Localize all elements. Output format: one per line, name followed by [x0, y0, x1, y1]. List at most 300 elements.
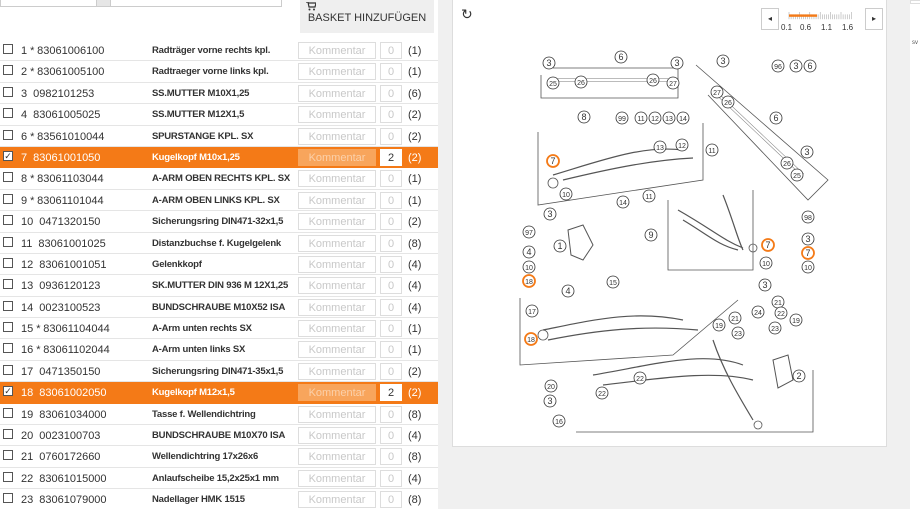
svg-text:11: 11: [645, 194, 653, 201]
row-checkbox[interactable]: [3, 429, 13, 439]
row-availability: (4): [408, 301, 422, 314]
row-comment-input[interactable]: Kommentar: [298, 128, 376, 145]
row-description[interactable]: Anlaufscheibe 15,2x25x1 mm: [152, 472, 279, 484]
row-number: 14: [21, 301, 34, 314]
table-row[interactable]: [0, 126, 438, 147]
row-quantity-input[interactable]: 0: [380, 320, 402, 337]
callout: [523, 261, 535, 273]
row-quantity-input[interactable]: 0: [380, 277, 402, 294]
row-checkbox[interactable]: ✓: [4, 150, 12, 161]
table-row[interactable]: [0, 83, 438, 104]
parts-table: [0, 40, 438, 509]
side-panel-edge: [910, 0, 920, 509]
callout: [759, 279, 771, 291]
svg-text:13: 13: [656, 145, 664, 152]
row-part-number: 83061102044: [43, 344, 110, 357]
svg-text:26: 26: [577, 80, 585, 87]
row-comment-input[interactable]: Kommentar: [298, 106, 376, 123]
box-outline: [696, 65, 828, 200]
row-checkbox[interactable]: [3, 279, 13, 289]
row-availability: (2): [408, 109, 422, 122]
svg-text:21: 21: [731, 316, 739, 323]
svg-text:22: 22: [636, 376, 644, 383]
row-description[interactable]: A-ARM OBEN RECHTS KPL. SX: [152, 173, 291, 185]
callout: [752, 306, 764, 318]
box-outline: [520, 298, 738, 365]
svg-text:3: 3: [805, 234, 811, 244]
callout: [802, 233, 814, 245]
callout: [617, 196, 629, 208]
row-comment-input[interactable]: Kommentar: [298, 277, 376, 294]
callout-highlight: [762, 239, 774, 251]
row-quantity-input[interactable]: 0: [380, 42, 402, 59]
callout: [543, 57, 555, 69]
table-row[interactable]: [0, 297, 438, 318]
row-quantity-input[interactable]: 0: [380, 106, 402, 123]
callout: [732, 327, 744, 339]
row-part-number: 0471350150: [39, 365, 101, 378]
svg-text:2: 2: [796, 371, 802, 381]
row-number: 7: [21, 151, 28, 164]
row-checkbox[interactable]: [3, 87, 13, 97]
row-description[interactable]: SK.MUTTER DIN 936 M 12X1,25: [152, 280, 289, 292]
row-number: 23: [21, 494, 34, 507]
row-number: 3: [21, 87, 28, 100]
callout: [607, 276, 619, 288]
svg-text:26: 26: [724, 100, 732, 107]
svg-text:6: 6: [807, 61, 813, 71]
callout: [547, 77, 559, 89]
callout: [801, 146, 813, 158]
callout: [775, 307, 787, 319]
row-comment-input[interactable]: Kommentar: [298, 256, 376, 273]
top-bar: [0, 0, 438, 40]
row-quantity-input[interactable]: 0: [380, 406, 402, 423]
row-description[interactable]: Kugelkopf M12x1,5: [152, 387, 235, 399]
top-input-2[interactable]: [110, 0, 282, 7]
callout: [793, 370, 805, 382]
row-description[interactable]: BUNDSCHRAUBE M10X52 ISA: [152, 301, 286, 313]
svg-text:23: 23: [734, 331, 742, 338]
table-row[interactable]: [0, 446, 438, 467]
row-checkbox[interactable]: [3, 215, 13, 225]
svg-text:3: 3: [547, 209, 553, 219]
row-star: *: [30, 66, 35, 79]
callout-highlight: [523, 275, 535, 287]
row-quantity-input[interactable]: 0: [380, 299, 402, 316]
row-part-number: 83061015000: [39, 472, 107, 485]
table-row[interactable]: [0, 211, 438, 232]
row-checkbox[interactable]: [3, 108, 13, 118]
callout: [560, 188, 572, 200]
row-availability: (1): [408, 45, 422, 57]
table-row[interactable]: [0, 382, 438, 403]
zoom-next-button[interactable]: ▸: [865, 8, 883, 30]
row-part-number: 83061103044: [37, 173, 104, 186]
table-row[interactable]: [0, 233, 438, 254]
callout: [804, 60, 816, 72]
svg-text:11: 11: [708, 148, 716, 155]
row-comment-input[interactable]: Kommentar: [298, 341, 376, 358]
callout: [677, 112, 689, 124]
row-comment-input[interactable]: Kommentar: [298, 149, 376, 166]
table-row[interactable]: [0, 275, 438, 296]
row-part-number: 0471320150: [39, 216, 101, 229]
row-part-number: 83061002050: [39, 387, 107, 400]
row-quantity-input[interactable]: 0: [380, 470, 402, 487]
row-checkbox[interactable]: [3, 493, 13, 503]
row-comment-input[interactable]: Kommentar: [298, 363, 376, 380]
row-quantity-input[interactable]: 0: [380, 341, 402, 358]
zoom-label: 0.6: [800, 23, 812, 32]
row-availability: (1): [408, 173, 422, 186]
row-quantity-input[interactable]: 0: [380, 491, 402, 508]
callout: [671, 57, 683, 69]
row-number: 8: [21, 173, 28, 186]
row-checkbox[interactable]: [3, 472, 13, 482]
svg-text:3: 3: [547, 396, 553, 406]
callout: [654, 141, 666, 153]
row-quantity-input[interactable]: 0: [380, 235, 402, 252]
row-comment-input[interactable]: Kommentar: [298, 42, 376, 59]
row-number: 19: [21, 408, 34, 421]
row-quantity-input[interactable]: 0: [380, 128, 402, 145]
callout: [667, 77, 679, 89]
row-checkbox[interactable]: [3, 301, 13, 311]
table-row[interactable]: [0, 425, 438, 446]
callout: [616, 112, 628, 124]
parts-panel: [0, 0, 438, 509]
callout: [802, 261, 814, 273]
table-row[interactable]: [0, 468, 438, 489]
callout: [790, 314, 802, 326]
row-description[interactable]: Tasse f. Wellendichtring: [152, 408, 256, 420]
row-number: 12: [21, 258, 34, 271]
row-comment-input[interactable]: Kommentar: [298, 427, 376, 444]
callout: [713, 319, 725, 331]
row-checkbox[interactable]: [3, 44, 13, 54]
row-checkbox[interactable]: [3, 365, 13, 375]
svg-text:3: 3: [546, 58, 552, 68]
svg-text:18: 18: [525, 279, 533, 286]
svg-text:22: 22: [598, 391, 606, 398]
row-comment-input[interactable]: Kommentar: [298, 470, 376, 487]
row-availability: (1): [408, 344, 422, 357]
row-quantity-input[interactable]: 0: [380, 170, 402, 187]
row-description[interactable]: Radtraeger vorne links kpl.: [152, 66, 269, 78]
callout: [770, 112, 782, 124]
row-availability: (8): [408, 451, 422, 464]
row-comment-input[interactable]: Kommentar: [298, 491, 376, 508]
row-checkbox[interactable]: [3, 172, 13, 182]
svg-text:27: 27: [713, 90, 721, 97]
row-part-number: 0023100703: [39, 430, 101, 443]
row-description[interactable]: Kugelkopf M10x1,25: [152, 151, 240, 163]
callout: [717, 55, 729, 67]
callout: [772, 296, 784, 308]
row-description[interactable]: A-Arm unten rechts SX: [152, 323, 252, 335]
row-description[interactable]: SPURSTANGE KPL. SX: [152, 130, 254, 142]
row-quantity-input[interactable]: 0: [380, 192, 402, 209]
row-quantity-input[interactable]: 0: [380, 427, 402, 444]
row-checkbox[interactable]: [3, 450, 13, 460]
svg-text:18: 18: [527, 337, 535, 344]
row-availability: (1): [408, 194, 422, 207]
callout: [596, 387, 608, 399]
row-quantity-input[interactable]: 0: [380, 213, 402, 230]
callout: [643, 190, 655, 202]
row-part-number: 83561010044: [37, 130, 105, 143]
svg-text:20: 20: [547, 384, 555, 391]
row-number: 15: [21, 323, 34, 336]
svg-text:19: 19: [715, 323, 723, 330]
row-availability: (2): [408, 365, 422, 378]
callout: [769, 322, 781, 334]
row-checkbox[interactable]: [3, 65, 13, 75]
row-part-number: 83061006100: [37, 45, 105, 57]
row-star: *: [30, 194, 35, 207]
svg-text:10: 10: [562, 192, 570, 199]
row-number: 1: [21, 45, 28, 57]
svg-text:6: 6: [618, 52, 624, 62]
row-part-number: 83061101044: [37, 194, 104, 207]
row-quantity-input[interactable]: 0: [380, 85, 402, 102]
row-number: 20: [21, 430, 34, 443]
svg-text:12: 12: [651, 116, 659, 123]
row-comment-input[interactable]: Kommentar: [298, 299, 376, 316]
row-availability: (4): [408, 430, 422, 443]
row-part-number: 83061005100: [37, 66, 105, 79]
svg-text:10: 10: [762, 261, 770, 268]
refresh-icon[interactable]: ↻: [461, 6, 473, 22]
table-row[interactable]: [0, 318, 438, 339]
svg-text:4: 4: [565, 286, 571, 296]
cart-icon: [306, 2, 316, 11]
callout: [553, 415, 565, 427]
row-star: *: [36, 323, 41, 336]
diagram-svg: [453, 0, 888, 447]
row-availability: (1): [408, 66, 422, 79]
row-part-number: 83061001025: [38, 237, 106, 250]
row-availability: (4): [408, 258, 422, 271]
row-description[interactable]: Nadellager HMK 1515: [152, 494, 245, 506]
svg-text:26: 26: [649, 78, 657, 85]
svg-text:99: 99: [618, 116, 626, 123]
callout: [722, 96, 734, 108]
svg-text:25: 25: [793, 173, 801, 180]
svg-text:3: 3: [804, 147, 810, 157]
row-number: 13: [21, 280, 34, 293]
svg-text:6: 6: [773, 113, 779, 123]
table-row[interactable]: [0, 147, 438, 168]
callout: [791, 169, 803, 181]
callout: [772, 60, 784, 72]
row-availability: (4): [408, 280, 422, 293]
row-description[interactable]: Distanzbuchse f. Kugelgelenk: [152, 237, 282, 249]
row-quantity-input[interactable]: 0: [380, 63, 402, 80]
svg-text:13: 13: [665, 116, 673, 123]
table-row[interactable]: [0, 104, 438, 125]
row-comment-input[interactable]: Kommentar: [298, 406, 376, 423]
row-description[interactable]: A-Arm unten links SX: [152, 344, 246, 356]
row-description[interactable]: Sicherungsring DIN471-32x1,5: [152, 216, 284, 228]
zoom-label: 1.6: [842, 23, 854, 32]
row-number: 16: [21, 344, 34, 357]
svg-text:25: 25: [549, 81, 557, 88]
table-row[interactable]: [0, 361, 438, 382]
row-number: 21: [21, 451, 34, 464]
row-part-number: 0023100523: [39, 301, 101, 314]
row-comment-input[interactable]: Kommentar: [298, 320, 376, 337]
row-comment-input[interactable]: Kommentar: [298, 192, 376, 209]
row-description[interactable]: Wellendichtring 17x26x6: [152, 451, 259, 463]
row-availability: (8): [408, 408, 422, 421]
row-description[interactable]: Gelenkkopf: [152, 258, 202, 270]
row-checkbox[interactable]: [3, 408, 13, 418]
row-availability: (8): [408, 494, 422, 507]
top-input[interactable]: [0, 0, 98, 7]
row-number: 6: [21, 130, 28, 143]
row-availability: (6): [408, 87, 422, 100]
row-checkbox[interactable]: ✓: [4, 386, 12, 397]
row-comment-input[interactable]: Kommentar: [298, 448, 376, 465]
callout: [523, 226, 535, 238]
row-description[interactable]: BUNDSCHRAUBE M10X70 ISA: [152, 430, 286, 442]
row-description[interactable]: Sicherungsring DIN471-35x1,5: [152, 365, 284, 377]
callout: [545, 380, 557, 392]
svg-text:19: 19: [792, 318, 800, 325]
row-star: *: [30, 45, 35, 57]
callout: [781, 157, 793, 169]
callout: [706, 144, 718, 156]
row-part-number: 83061079000: [39, 494, 107, 507]
callout-highlight: [525, 333, 537, 345]
row-description[interactable]: Radträger vorne rechts kpl.: [152, 45, 271, 56]
table-row[interactable]: [0, 190, 438, 211]
row-availability: (8): [408, 237, 422, 250]
row-availability: (1): [408, 323, 422, 336]
table-row[interactable]: [0, 339, 438, 360]
svg-text:22: 22: [777, 311, 785, 318]
callout: [802, 211, 814, 223]
row-part-number: 0760172660: [39, 451, 101, 464]
zoom-label: 0.1: [781, 23, 793, 32]
svg-text:4: 4: [526, 247, 532, 257]
row-part-number: 83061005025: [33, 109, 101, 122]
table-row[interactable]: [0, 61, 438, 82]
row-availability: (2): [408, 151, 422, 164]
svg-text:27: 27: [669, 81, 677, 88]
row-number: 17: [21, 365, 34, 378]
svg-text:9: 9: [648, 230, 654, 240]
callout: [526, 305, 538, 317]
svg-text:10: 10: [525, 265, 533, 272]
side-panel-text: sv: [912, 40, 918, 46]
zoom-prev-button[interactable]: ◂: [761, 8, 779, 30]
row-checkbox[interactable]: [3, 343, 13, 353]
row-part-number: 83061034000: [39, 408, 107, 421]
callout: [645, 229, 657, 241]
row-description[interactable]: SS.MUTTER M10X1,25: [152, 87, 250, 99]
row-quantity-input[interactable]: 0: [380, 256, 402, 273]
callout: [523, 246, 535, 258]
table-row[interactable]: [0, 168, 438, 189]
side-panel-box: [910, 0, 920, 4]
svg-text:16: 16: [555, 419, 563, 426]
row-star: *: [30, 130, 35, 143]
row-checkbox[interactable]: [3, 322, 13, 332]
row-part-number: 83061001051: [39, 258, 107, 271]
svg-text:3: 3: [674, 58, 680, 68]
row-comment-input[interactable]: Kommentar: [298, 384, 376, 401]
row-part-number: 0982101253: [33, 87, 95, 100]
table-row[interactable]: [0, 254, 438, 275]
svg-text:3: 3: [720, 56, 726, 66]
row-part-number: 83061001050: [33, 151, 101, 164]
svg-text:17: 17: [528, 309, 536, 316]
row-quantity-input[interactable]: 0: [380, 448, 402, 465]
basket-label: BASKET HINZUFÜGEN: [307, 12, 427, 24]
callout: [554, 240, 566, 252]
svg-text:21: 21: [774, 300, 782, 307]
callout: [649, 112, 661, 124]
callout-highlight: [802, 247, 814, 259]
callout: [663, 112, 675, 124]
row-availability: (4): [408, 472, 422, 485]
svg-text:23: 23: [771, 326, 779, 333]
row-part-number: 0936120123: [39, 280, 101, 293]
row-quantity-input[interactable]: 2: [380, 149, 402, 166]
row-checkbox[interactable]: [3, 237, 13, 247]
row-comment-input[interactable]: Kommentar: [298, 213, 376, 230]
svg-text:96: 96: [774, 64, 782, 71]
svg-text:1: 1: [557, 241, 563, 251]
row-description[interactable]: A-ARM OBEN LINKS KPL. SX: [152, 194, 280, 206]
row-description[interactable]: SS.MUTTER M12X1,5: [152, 109, 245, 121]
svg-text:8: 8: [581, 112, 587, 122]
callout: [575, 76, 587, 88]
callout: [634, 372, 646, 384]
row-quantity-input[interactable]: 0: [380, 363, 402, 380]
table-row[interactable]: [0, 40, 438, 61]
box-outline: [576, 370, 813, 432]
row-comment-input[interactable]: Kommentar: [298, 170, 376, 187]
row-comment-input[interactable]: Kommentar: [298, 235, 376, 252]
row-number: 22: [21, 472, 34, 485]
callout: [562, 285, 574, 297]
svg-text:24: 24: [754, 310, 762, 317]
table-row[interactable]: [0, 489, 438, 509]
callout: [790, 60, 802, 72]
svg-text:7: 7: [805, 248, 811, 258]
row-comment-input[interactable]: Kommentar: [298, 85, 376, 102]
row-quantity-input[interactable]: 2: [380, 384, 402, 401]
row-checkbox[interactable]: [3, 130, 13, 140]
table-row[interactable]: [0, 404, 438, 425]
row-star: *: [30, 173, 35, 186]
exploded-diagram[interactable]: [452, 0, 887, 447]
row-checkbox[interactable]: [3, 258, 13, 268]
callout: [578, 111, 590, 123]
callout: [635, 112, 647, 124]
row-checkbox[interactable]: [3, 194, 13, 204]
row-availability: (2): [408, 216, 422, 229]
row-comment-input[interactable]: Kommentar: [298, 63, 376, 80]
basket-add-button[interactable]: [300, 0, 434, 33]
svg-text:11: 11: [637, 116, 645, 123]
zoom-label: 1.1: [821, 23, 833, 32]
callout: [760, 257, 772, 269]
